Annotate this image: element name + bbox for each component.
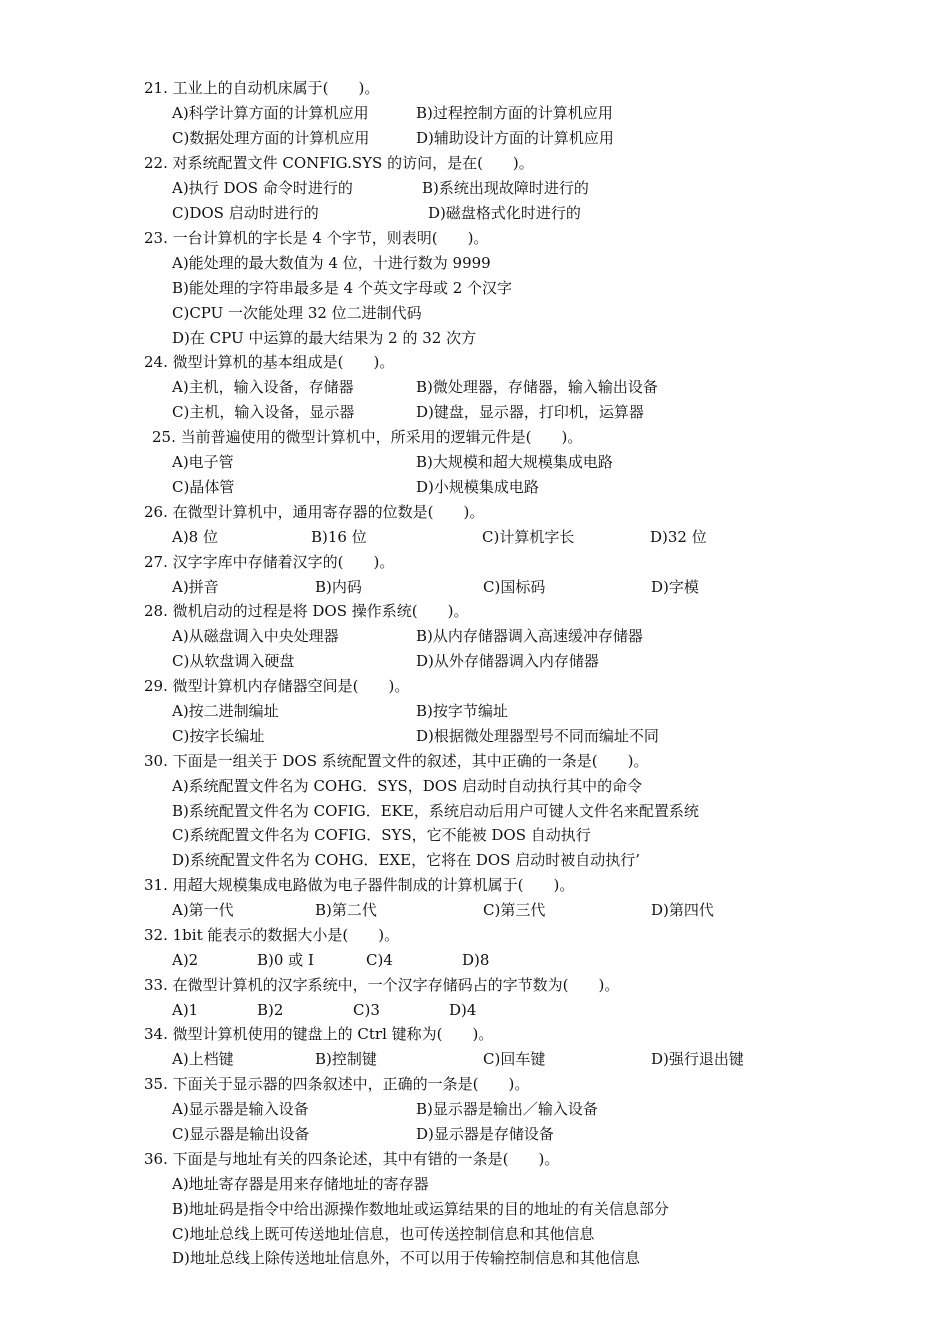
question-24: 24. 微型计算机的基本组成是( )。 bbox=[144, 353, 395, 371]
option-a: A)2 bbox=[172, 951, 199, 969]
option-b: B)系统配置文件名为 COFIG．EKE，系统启动后用户可键人文件名来配置系统 bbox=[172, 802, 699, 820]
option-a: A)科学计算方面的计算机应用 bbox=[172, 104, 369, 122]
option-c: C)系统配置文件名为 COFIG．SYS，它不能被 DOS 自动执行 bbox=[172, 826, 591, 844]
option-a: A)按二进制编址 bbox=[172, 702, 279, 720]
option-c: C)CPU 一次能处理 32 位二进制代码 bbox=[172, 304, 422, 322]
question-27: 27. 汉字字库中存储着汉字的( )。 bbox=[144, 553, 395, 571]
option-c: C)计算机字长 bbox=[482, 528, 575, 546]
option-b: B)地址码是指令中给出源操作数地址或运算结果的目的地址的有关信息部分 bbox=[172, 1200, 669, 1218]
option-a: A)显示器是输入设备 bbox=[172, 1100, 309, 1118]
question-28: 28. 微机启动的过程是将 DOS 操作系统( )。 bbox=[144, 602, 469, 620]
option-b: B)按字节编址 bbox=[416, 702, 508, 720]
option-b: B)内码 bbox=[315, 578, 362, 596]
option-d: D)32 位 bbox=[650, 528, 707, 546]
option-d: D)4 bbox=[449, 1001, 477, 1019]
option-c: C)主机，输入设备，显示器 bbox=[172, 403, 355, 421]
question-23: 23. 一台计算机的字长是 4 个字节，则表明( )。 bbox=[144, 229, 489, 247]
option-a: A)上档键 bbox=[172, 1050, 234, 1068]
option-d: D)显示器是存储设备 bbox=[416, 1125, 554, 1143]
option-b: B)大规模和超大规模集成电路 bbox=[416, 453, 613, 471]
option-b: B)系统出现故障时进行的 bbox=[422, 179, 589, 197]
option-b: B)从内存储器调入高速缓冲存储器 bbox=[416, 627, 643, 645]
option-d: D)地址总线上除传送地址信息外，不可以用于传输控制信息和其他信息 bbox=[172, 1249, 640, 1267]
question-21: 21. 工业上的自动机床属于( )。 bbox=[144, 79, 380, 97]
option-b: B)过程控制方面的计算机应用 bbox=[416, 104, 613, 122]
option-a: A)电子管 bbox=[172, 453, 234, 471]
option-b: B)2 bbox=[257, 1001, 284, 1019]
question-35: 35. 下面关于显示器的四条叙述中，正确的一条是( )。 bbox=[144, 1075, 530, 1093]
option-a: A)1 bbox=[172, 1001, 199, 1019]
option-c: C)第三代 bbox=[483, 901, 546, 919]
option-b: B)0 或 I bbox=[257, 951, 314, 969]
question-34: 34. 微型计算机使用的键盘上的 Ctrl 键称为( )。 bbox=[144, 1025, 494, 1043]
option-c: C)地址总线上既可传送地址信息，也可传送控制信息和其他信息 bbox=[172, 1225, 595, 1243]
option-a: A)从磁盘调入中央处理器 bbox=[172, 627, 339, 645]
option-c: C)晶体管 bbox=[172, 478, 235, 496]
option-c: C)国标码 bbox=[483, 578, 546, 596]
option-b: B)16 位 bbox=[311, 528, 367, 546]
option-c: C)4 bbox=[366, 951, 393, 969]
option-a: A)第一代 bbox=[172, 901, 234, 919]
option-d: D)辅助设计方面的计算机应用 bbox=[416, 129, 614, 147]
option-d: D)磁盘格式化时进行的 bbox=[428, 204, 581, 222]
option-d: D)字模 bbox=[651, 578, 699, 596]
question-30: 30. 下面是一组关于 DOS 系统配置文件的叙述，其中正确的一条是( )。 bbox=[144, 752, 649, 770]
option-d: D)强行退出键 bbox=[651, 1050, 744, 1068]
question-36: 36. 下面是与地址有关的四条论述，其中有错的一条是( )。 bbox=[144, 1150, 560, 1168]
option-b: B)第二代 bbox=[315, 901, 377, 919]
question-25: 25. 当前普遍使用的微型计算机中，所采用的逻辑元件是( )。 bbox=[152, 428, 583, 446]
option-c: C)显示器是输出设备 bbox=[172, 1125, 310, 1143]
option-a: A)系统配置文件名为 COHG．SYS，DOS 启动时自动执行其中的命令 bbox=[172, 777, 643, 795]
option-a: A)执行 DOS 命令时进行的 bbox=[172, 179, 353, 197]
option-b: B)微处理器，存储器，输入输出设备 bbox=[416, 378, 658, 396]
question-31: 31. 用超大规模集成电路做为电子器件制成的计算机属于( )。 bbox=[144, 876, 575, 894]
option-c: C)从软盘调入硬盘 bbox=[172, 652, 295, 670]
option-a: A)地址寄存器是用来存储地址的寄存器 bbox=[172, 1175, 429, 1193]
option-d: D)8 bbox=[462, 951, 490, 969]
option-d: D)根据微处理器型号不同而编址不同 bbox=[416, 727, 659, 745]
option-b: B)控制键 bbox=[315, 1050, 377, 1068]
option-d: D)从外存储器调入内存储器 bbox=[416, 652, 599, 670]
option-a: A)8 位 bbox=[172, 528, 218, 546]
question-32: 32. 1bit 能表示的数据大小是( )。 bbox=[144, 926, 400, 944]
option-b: B)显示器是输出／输入设备 bbox=[416, 1100, 598, 1118]
question-29: 29. 微型计算机内存储器空间是( )。 bbox=[144, 677, 410, 695]
option-c: C)按字长编址 bbox=[172, 727, 265, 745]
option-a: A)拼音 bbox=[172, 578, 219, 596]
option-a: A)能处理的最大数值为 4 位，十进行数为 9999 bbox=[172, 254, 491, 272]
question-22: 22. 对系统配置文件 CONFIG.SYS 的访问，是在( )。 bbox=[144, 154, 534, 172]
option-b: B)能处理的字符串最多是 4 个英文字母或 2 个汉字 bbox=[172, 279, 513, 297]
option-c: C)数据处理方面的计算机应用 bbox=[172, 129, 370, 147]
option-c: C)回车键 bbox=[483, 1050, 546, 1068]
option-c: C)DOS 启动时进行的 bbox=[172, 204, 319, 222]
question-26: 26. 在微型计算机中，通用寄存器的位数是( )。 bbox=[144, 503, 485, 521]
option-a: A)主机，输入设备，存储器 bbox=[172, 378, 354, 396]
option-d: D)第四代 bbox=[651, 901, 714, 919]
question-33: 33. 在微型计算机的汉字系统中，一个汉字存储码占的字节数为( )。 bbox=[144, 976, 620, 994]
option-d: D)小规模集成电路 bbox=[416, 478, 539, 496]
option-d: D)系统配置文件名为 COHG．EXE，它将在 DOS 启动时被自动执行’ bbox=[172, 851, 640, 869]
option-c: C)3 bbox=[353, 1001, 380, 1019]
option-d: D)在 CPU 中运算的最大结果为 2 的 32 次方 bbox=[172, 329, 477, 347]
option-d: D)键盘，显示器，打印机，运算器 bbox=[416, 403, 644, 421]
